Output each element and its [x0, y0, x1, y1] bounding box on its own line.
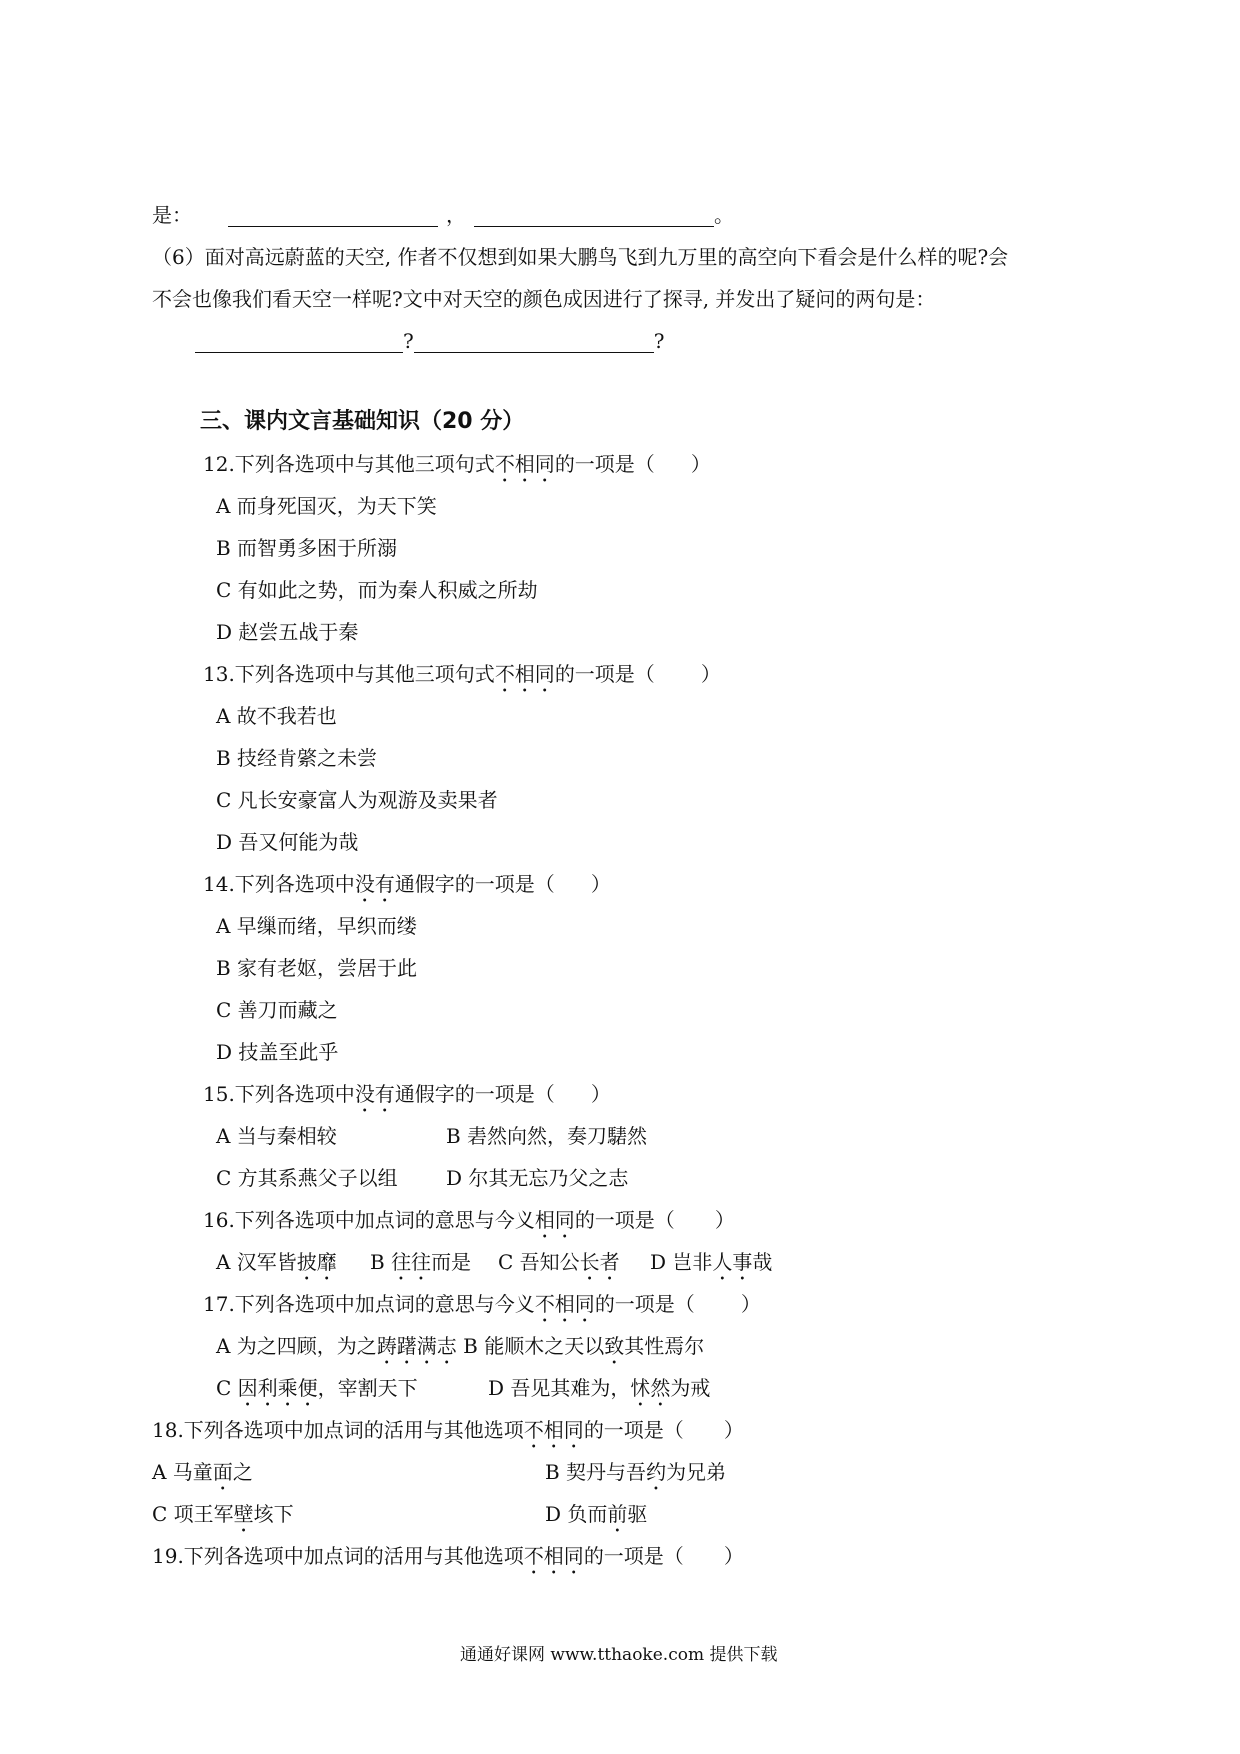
q18-option-a-post: 之 — [232, 1460, 253, 1484]
q13-option-d: D 吾又何能为哉 — [216, 830, 359, 854]
q14-stem-post: 通假字的一项是（ — [394, 872, 555, 896]
q18-option-b — [545, 1460, 726, 1495]
q16-option-b-emphasis: 往往 — [391, 1250, 432, 1274]
q17-option-b-emphasis: 致 — [604, 1334, 625, 1358]
q16-option-b-post: 而是 — [431, 1250, 472, 1274]
q17-option-d-post: 为戒 — [670, 1376, 711, 1400]
q17-option-c-emphasis: 因利乘便 — [237, 1376, 318, 1400]
q12-option-b: B 而智勇多困于所溺 — [216, 536, 398, 560]
q15-stem — [203, 1082, 611, 1117]
q18-stem — [152, 1418, 744, 1453]
q16-stem — [203, 1208, 735, 1243]
q17-stem — [203, 1292, 761, 1327]
q17-stem-pre: 17.下列各选项中加点词的意思与今义 — [203, 1292, 535, 1316]
q17-stem-post: 的一项是（ — [594, 1292, 695, 1316]
section-3-heading: 三、课内文言基础知识（20 分） — [200, 409, 525, 434]
q15-stem-emphasis: 没有 — [354, 1082, 395, 1106]
q15-option-b: B 砉然向然，奏刀騞然 — [446, 1124, 648, 1148]
q16-option-c — [498, 1250, 620, 1285]
q17-option-b-post: 其性焉尔 — [624, 1334, 705, 1358]
q17-option-a-emphasis: 踌躇满志 — [376, 1334, 457, 1358]
q16-option-d-emphasis: 人事 — [712, 1250, 753, 1274]
q18-option-c-pre: C 项王军 — [152, 1502, 234, 1526]
q16-option-d-pre: D 岂非 — [650, 1250, 713, 1274]
q12-option-a: A 而身死国灭，为天下笑 — [216, 494, 437, 518]
q12-option-c: C 有如此之势，而为秦人积威之所劫 — [216, 578, 538, 602]
q13-option-a: A 故不我若也 — [216, 704, 337, 728]
q17-options-ab — [216, 1334, 704, 1369]
q19-stem-pre: 19.下列各选项中加点词的活用与其他选项 — [152, 1544, 524, 1568]
q14-stem-pre: 14.下列各选项中 — [203, 872, 355, 896]
q16-option-b-pre: B — [370, 1250, 392, 1274]
q17-option-d-emphasis: 怵然 — [630, 1376, 671, 1400]
q19-stem-post: 的一项是（ — [583, 1544, 684, 1568]
answer-blank-4[interactable] — [414, 332, 654, 353]
q15-stem-pre: 15.下列各选项中 — [203, 1082, 355, 1106]
q18-option-d-emphasis: 前 — [607, 1502, 628, 1526]
q16-stem-pre: 16.下列各选项中加点词的意思与今义 — [203, 1208, 535, 1232]
q16-paren-close: ） — [714, 1208, 735, 1232]
q17-option-c-post: ，宰割天下 — [317, 1376, 418, 1400]
q13-option-b: B 技经肯綮之未尝 — [216, 746, 378, 770]
q14-stem-emphasis: 没有 — [354, 872, 395, 896]
q14-option-a: A 早缫而绪，早织而缕 — [216, 914, 417, 938]
q14-paren-close: ） — [590, 872, 611, 896]
q12-stem-emphasis: 不相同 — [494, 452, 555, 476]
q17-option-c — [216, 1376, 418, 1411]
q14-option-c: C 善刀而藏之 — [216, 998, 338, 1022]
q11-separator: ， — [446, 203, 466, 227]
q12-stem — [203, 452, 711, 487]
q18-stem-pre: 18.下列各选项中加点词的活用与其他选项 — [152, 1418, 524, 1442]
q17-option-a-pre: A 为之四顾，为之 — [216, 1334, 377, 1358]
q15-option-c: C 方其系燕父子以组 — [216, 1166, 398, 1190]
q14-option-d: D 技盖至此乎 — [216, 1040, 339, 1064]
q18-option-c — [152, 1502, 294, 1537]
q17-option-d — [488, 1376, 710, 1411]
q11-continuation-line — [152, 203, 734, 227]
q11-item6-line1: （6）面对高远蔚蓝的天空, 作者不仅想到如果大鹏鸟飞到九万里的高空向下看会是什么样的呢?会 — [152, 245, 1009, 269]
answer-blank-3[interactable] — [195, 332, 403, 353]
q18-stem-post: 的一项是（ — [583, 1418, 684, 1442]
q11-end-mark: 。 — [714, 203, 734, 227]
q14-option-b: B 家有老妪，尝居于此 — [216, 956, 418, 980]
q18-option-c-post: 垓下 — [253, 1502, 294, 1526]
page-footer: 通通好课网 www.tthaoke.com 提供下载 — [460, 1645, 778, 1665]
q16-option-a-pre: A 汉军皆 — [216, 1250, 297, 1274]
q18-option-a-pre: A 马童 — [152, 1460, 213, 1484]
q13-stem-post: 的一项是（ — [554, 662, 655, 686]
q16-option-a-emphasis: 披靡 — [296, 1250, 337, 1274]
q17-option-d-pre: D 吾见其难为， — [488, 1376, 631, 1400]
q12-stem-post: 的一项是（ — [554, 452, 655, 476]
question-mark-1: ? — [403, 329, 414, 353]
q16-stem-emphasis: 相同 — [534, 1208, 575, 1232]
q18-option-c-emphasis: 壁 — [233, 1502, 254, 1526]
q12-option-d: D 赵尝五战于秦 — [216, 620, 359, 644]
q18-option-b-emphasis: 约 — [646, 1460, 667, 1484]
q16-option-c-pre: C 吾知公 — [498, 1250, 580, 1274]
q11-answer-line — [195, 329, 664, 353]
answer-blank-2[interactable] — [474, 206, 714, 227]
question-mark-2: ? — [653, 329, 665, 353]
q18-option-b-post: 为兄弟 — [666, 1460, 727, 1484]
q13-option-c: C 凡长安豪富人为观游及卖果者 — [216, 788, 498, 812]
q16-stem-post: 的一项是（ — [574, 1208, 675, 1232]
q14-stem — [203, 872, 611, 907]
q15-option-a: A 当与秦相较 — [216, 1124, 337, 1148]
q19-stem — [152, 1544, 744, 1579]
q17-option-b-pre: B 能顺木之天以 — [456, 1334, 605, 1358]
q18-option-b-pre: B 契丹与吾 — [545, 1460, 647, 1484]
q13-stem-emphasis: 不相同 — [494, 662, 555, 686]
q16-option-a — [216, 1250, 337, 1285]
q18-option-d-pre: D 负而 — [545, 1502, 608, 1526]
q18-option-a — [152, 1460, 253, 1495]
q19-stem-emphasis: 不相同 — [523, 1544, 584, 1568]
q17-stem-emphasis: 不相同 — [534, 1292, 595, 1316]
q19-paren-close: ） — [723, 1544, 744, 1568]
q18-option-d-post: 驱 — [627, 1502, 648, 1526]
answer-blank-1[interactable] — [228, 206, 438, 227]
q15-option-d: D 尔其无忘乃父之志 — [446, 1166, 629, 1190]
q18-paren-close: ） — [723, 1418, 744, 1442]
q17-option-c-pre: C — [216, 1376, 238, 1400]
q16-option-b — [370, 1250, 471, 1285]
q13-stem-pre: 13.下列各选项中与其他三项句式 — [203, 662, 495, 686]
q11-item6-line2: 不会也像我们看天空一样呢?文中对天空的颜色成因进行了探寻, 并发出了疑问的两句是： — [152, 287, 936, 311]
q13-paren-close: ） — [700, 662, 721, 686]
q15-stem-post: 通假字的一项是（ — [394, 1082, 555, 1106]
q12-paren-close: ） — [690, 452, 711, 476]
q18-stem-emphasis: 不相同 — [523, 1418, 584, 1442]
q13-stem — [203, 662, 721, 697]
q16-option-d — [650, 1250, 772, 1285]
q18-option-d — [545, 1502, 647, 1537]
q18-option-a-emphasis: 面 — [212, 1460, 233, 1484]
q11-prefix: 是： — [152, 203, 192, 227]
q12-stem-pre: 12.下列各选项中与其他三项句式 — [203, 452, 495, 476]
q15-paren-close: ） — [590, 1082, 611, 1106]
q16-option-d-post: 哉 — [752, 1250, 773, 1274]
q17-paren-close: ） — [740, 1292, 761, 1316]
q16-option-c-emphasis: 长者 — [579, 1250, 620, 1274]
